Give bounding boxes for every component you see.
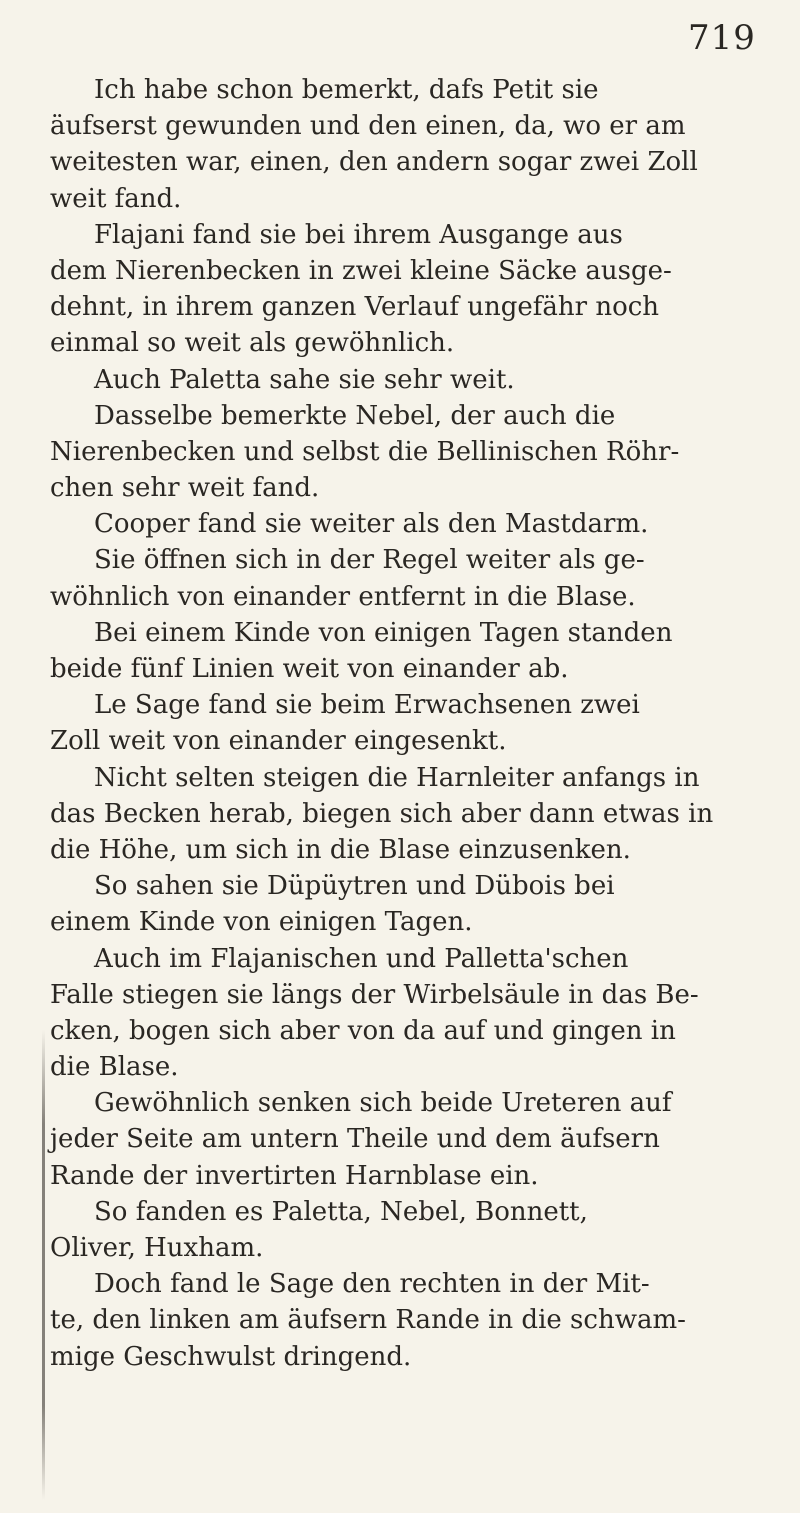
text-line: einmal so weit als gewöhnlich. [50,328,455,359]
text-line: cken, bogen sich aber von da auf und gingen in [50,1015,676,1046]
text-line: Gewöhnlich senken sich beide Ureteren auf [94,1088,672,1119]
text-line: dem Nierenbecken in zwei kleine Säcke ausge- [50,255,672,286]
text-line: Sie öffnen sich in der Regel weiter als ge- [94,545,645,576]
text-line: Cooper fand sie weiter als den Mastdarm. [94,509,649,540]
text-line: dehnt, in ihrem ganzen Verlauf ungefähr noch [50,292,660,323]
text-line: Doch fand le Sage den rechten in der Mit- [94,1269,650,1300]
text-line: Auch Paletta sahe sie sehr weit. [94,364,515,395]
text-line: So sahen sie Düpüytren und Dübois bei [94,871,615,902]
text-line: Nicht selten steigen die Harnleiter anfangs in [94,762,700,793]
text-line: Zoll weit von einander eingesenkt. [50,726,507,757]
page-number: 719 [688,18,756,58]
text-line: einem Kinde von einigen Tagen. [50,907,473,938]
text-line: Rande der invertirten Harnblase ein. [50,1160,539,1191]
text-line: Le Sage fand sie beim Erwachsenen zwei [94,690,640,721]
text-line: Ich habe schon bemerkt, dafs Petit sie [94,75,599,105]
text-line: die Höhe, um sich in die Blase einzusenken. [50,834,631,865]
text-line: Auch im Flajanischen und Palletta'schen [94,943,629,974]
text-line: beide fünf Linien weit von einander ab. [50,654,569,684]
text-line: Nierenbecken und selbst die Bellinischen Röhr- [50,436,680,467]
text-line: Flajani fand sie bei ihrem Ausgange aus [94,219,623,250]
text-line: Oliver, Huxham. [50,1233,264,1263]
text-line: Falle stiegen sie längs der Wirbelsäule in das Be- [50,979,699,1010]
text-line: weitesten war, einen, den andern sogar zwei Zoll [50,147,698,178]
text-line: weit fand. [50,183,182,214]
text-line: das Becken herab, biegen sich aber dann etwas in [50,798,714,829]
body-text [50,72,740,1375]
text-line: jeder Seite am untern Theile und dem äufsern [50,1124,660,1155]
text-line: mige Geschwulst dringend. [50,1341,412,1372]
text-line: äufserst gewunden und den einen, da, wo er am [50,111,686,142]
page-edge-shadow [42,1030,45,1500]
text-line: te, den linken am äufsern Rande in die schwam- [50,1305,686,1336]
text-line: Dasselbe bemerkte Nebel, der auch die [94,400,616,431]
text-line: wöhnlich von einander entfernt in die Blase. [50,581,636,612]
text-line: So fanden es Paletta, Nebel, Bonnett, [94,1196,588,1227]
text-line: Bei einem Kinde von einigen Tagen standen [94,617,673,648]
text-line: chen sehr weit fand. [50,473,320,504]
text-line: die Blase. [50,1052,179,1083]
